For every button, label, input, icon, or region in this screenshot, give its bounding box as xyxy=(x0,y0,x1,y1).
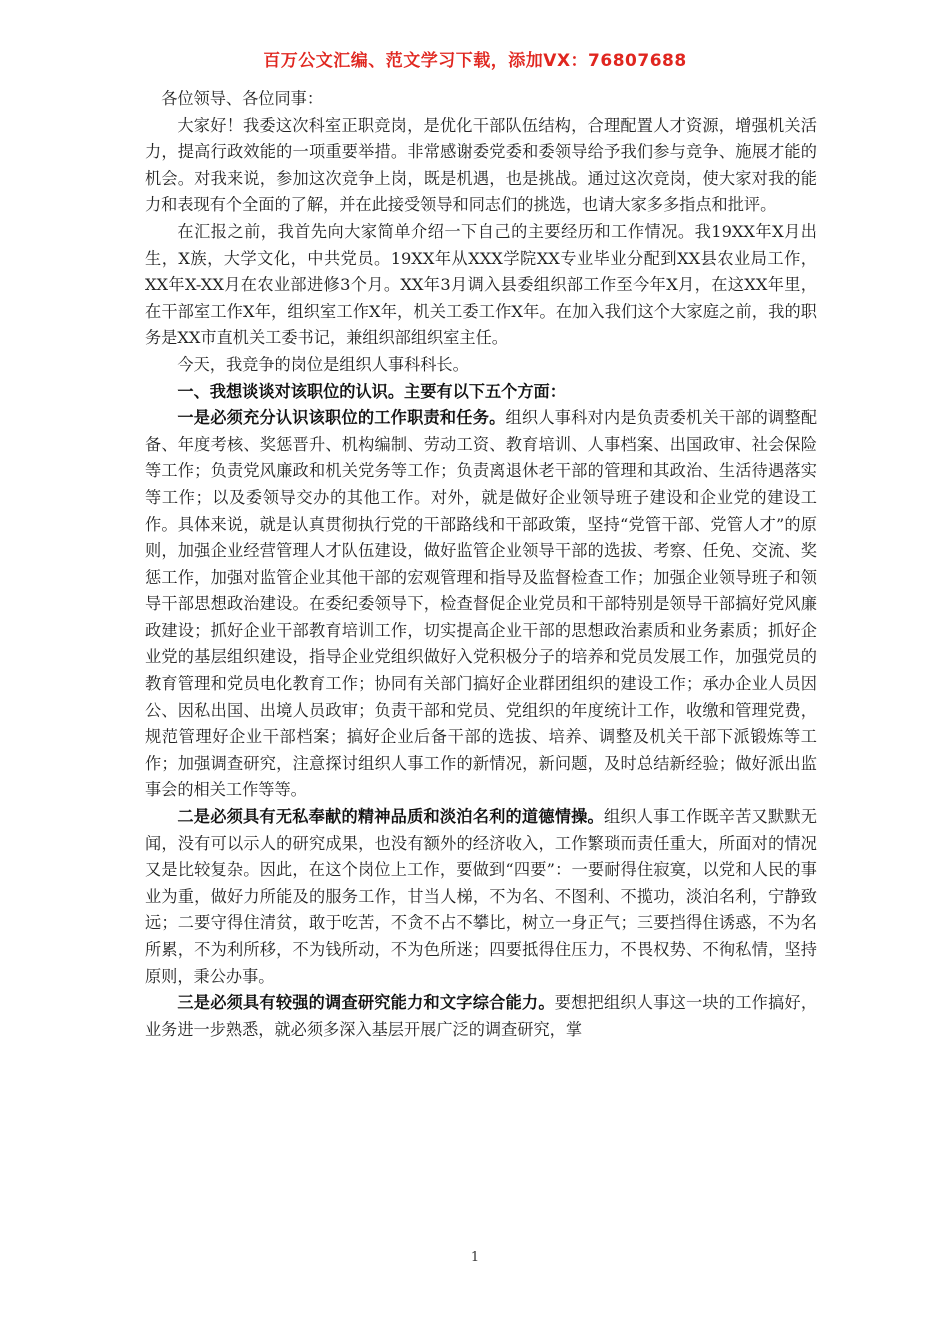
point-two-text: 组织人事工作既辛苦又默默无闻，没有可以示人的研究成果，也没有额外的经济收入，工作繁琐而责任重大，所面对的情况又是比较复杂。因此，在这个岗位上工作，要做到“四要”：一要耐得住寂寞，以党和人民的事业为重，做好力所能及的服务工作，甘当人梯，不为名、不图利、不揽功，淡泊名利，宁静致远；二要守得住清贫，敢于吃苦，不贪不占不攀比，树立一身正气；三要挡得住诱惑，不为名所累，不为利所移，不为钱所动，不为色所迷；四要抵得住压力，不畏权势、不徇私情，坚持原则，秉公办事。 xyxy=(145,807,818,986)
paragraph-background: 在汇报之前，我首先向大家简单介绍一下自己的主要经历和工作情况。我19XX年X月出生，X族，大学文化，中共党员。19XX年从XXX学院XX专业毕业分配到XX县农业局工作，XX年X-XX月在农业部进修3个月。XX年3月调入县委组织部工作至今年X月，在这XX年里，在干部室工作X年，组织室工作X年，机关工委工作X年。在加入我们这个大家庭之前，我的职务是XX市直机关工委书记，兼组织部组织室主任。 xyxy=(145,221,817,348)
paragraph-point-three xyxy=(145,990,817,1043)
point-one-text: 组织人事科对内是负责委机关干部的调整配备、年度考核、奖惩晋升、机构编制、劳动工资、教育培训、人事档案、出国政审、社会保险等工作；负责党风廉政和机关党务等工作；负责离退休老干部的管理和其政治、生活待遇落实等工作；以及委领导交办的其他工作。对外，就是做好企业领导班子建设和企业党的建设工作。具体来说，就是认真贯彻执行党的干部路线和干部政策，坚持“党管干部、党管人才”的原则，加强企业经营管理人才队伍建设，做好监管企业领导干部的选拔、考察、任免、交流、奖惩工作，加强对监管企业其他干部的宏观管理和指导及监督检查工作；加强企业领导班子和领导干部思想政治建设。在委纪委领导下，检查督促企业党员和干部特别是领导干部搞好党风廉政建设；抓好企业干部教育培训工作，切实提高企业干部的思想政治素质和业务素质；抓好企业党的基层组织建设，指导企业党组织做好入党积极分子的培养和党员发展工作，加强党员的教育管理和党员电化教育工作；协同有关部门搞好企业群团组织的建设工作；承办企业人员因公、因私出国、出境人员政审；负责干部和党员、党组织的年度统计工作，收缴和管理党费，规范管理好企业干部档案；搞好企业后备干部的选拔、培养、调整及机关干部下派锻炼等工作；加强调查研究，注意探讨组织人事工作的新情况，新问题，及时总结新经验；做好派出监事会的相关工作等等。 xyxy=(145,408,818,800)
paragraph-point-one xyxy=(145,405,817,804)
paragraph-position: 今天，我竞争的岗位是组织人事科科长。 xyxy=(177,354,469,374)
point-three-text: 要想把组织人事这一块的工作搞好，业务进一步熟悉，就必须多深入基层开展广泛的调查研究，掌 xyxy=(145,993,818,1039)
point-three-lead: 三是必须具有较强的调查研究能力和文字综合能力。 xyxy=(177,993,555,1013)
paragraph-greeting: 大家好！我委这次科室正职竞岗，是优化干部队伍结构，合理配置人才资源，增强机关活力，提高行政效能的一项重要举措。非常感谢委党委和委领导给予我们参与竞争、施展才能的机会。对我来说，参加这次竞争上岗，既是机遇，也是挑战。通过这次竞岗，使大家对我的能力和表现有个全面的了解，并在此接受领导和同志们的挑选，也请大家多多指点和批评。 xyxy=(145,115,817,215)
salutation: 各位领导、各位同事： xyxy=(161,89,324,108)
header-banner: 百万公文汇编、范文学习下载，添加VX：76807688 xyxy=(263,51,687,71)
page-number: 1 xyxy=(470,1250,480,1265)
paragraph-point-two xyxy=(145,804,817,990)
document-body xyxy=(145,86,817,1043)
point-one-lead: 一是必须充分认识该职位的工作职责和任务。 xyxy=(177,408,506,428)
point-two-lead: 二是必须具有无私奉献的精神品质和淡泊名利的道德情操。 xyxy=(177,807,604,827)
section-heading: 一、我想谈谈对该职位的认识。主要有以下五个方面： xyxy=(177,381,566,401)
